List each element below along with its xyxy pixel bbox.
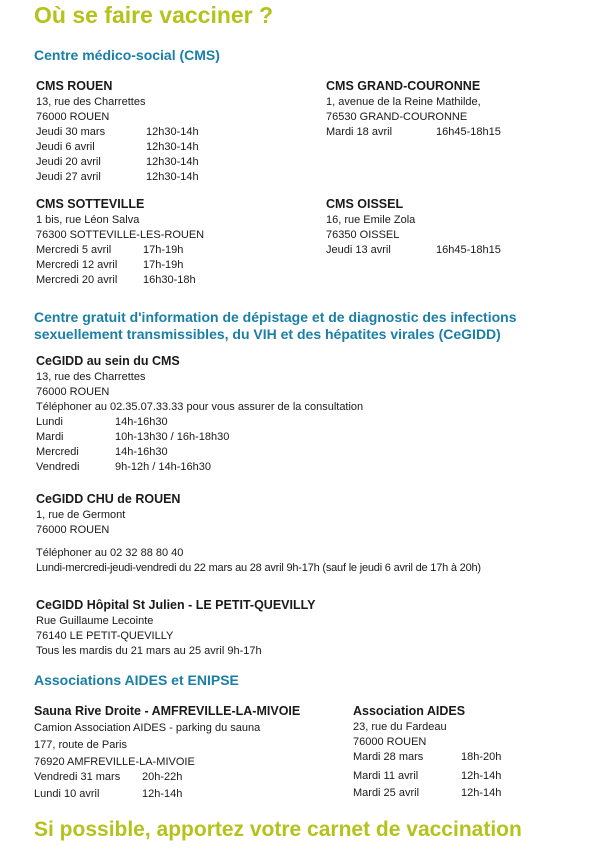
schedule-time: 12h30-14h — [146, 126, 199, 138]
page-title: Où se faire vacciner ? — [34, 2, 274, 28]
schedule-row — [36, 460, 363, 475]
schedule-day: Mercredi 12 avril — [36, 259, 118, 271]
address-line: 23, rue du Fardeau — [353, 721, 447, 733]
hours-text: Lundi-mercredi-jeudi-vendredi du 22 mars au 28 avril 9h-17h (sauf le jeudi 6 avril de 17h à 20h) — [36, 562, 481, 574]
schedule-time: 16h45-18h15 — [436, 244, 501, 256]
assoc-aides — [353, 703, 501, 801]
address-line: 1, rue de Germont — [36, 509, 126, 521]
schedule-day: Mardi 28 mars — [353, 751, 424, 763]
schedule-day: Mardi 11 avril — [353, 770, 419, 782]
address-line: 76350 OISSEL — [326, 229, 400, 241]
address-line: 76530 GRAND-COURONNE — [326, 111, 468, 123]
cegidd-chu-name: CeGIDD CHU de ROUEN — [36, 492, 181, 506]
address-line: 1, avenue de la Reine Mathilde, — [326, 96, 481, 108]
cms-oissel-name: CMS OISSEL — [326, 197, 404, 211]
schedule-row — [36, 140, 199, 155]
phone-text: Téléphoner au 02 32 88 80 40 — [36, 547, 184, 559]
schedule-time: 10h-13h30 / 16h-18h30 — [115, 431, 230, 443]
schedule-row — [353, 769, 501, 784]
schedule-day: Mercredi 20 avril — [36, 274, 118, 286]
phone-text: Téléphoner au 02.35.07.33.33 pour vous assurer de la consultation — [36, 401, 364, 413]
assoc-sauna — [34, 703, 300, 802]
schedule-time: 12h30-14h — [146, 156, 199, 168]
schedule-row — [326, 125, 501, 140]
schedule-time: 17h-19h — [143, 244, 184, 256]
schedule-time: 12h-14h — [461, 770, 502, 782]
cms-grand-couronne-name: CMS GRAND-COURONNE — [326, 79, 481, 93]
schedule-time: 12h30-14h — [146, 171, 199, 183]
schedule-time: 12h30-14h — [146, 141, 199, 153]
cegidd-heading-line: sexuellement transmissibles, du VIH et des hépatites virales (CeGIDD) — [34, 326, 501, 342]
schedule-row — [36, 445, 363, 460]
address-line: 13, rue des Charrettes — [36, 96, 146, 108]
schedule-row — [36, 170, 199, 185]
schedule-row — [36, 273, 204, 288]
schedule-row — [36, 125, 199, 140]
cms-sotteville — [36, 196, 204, 288]
schedule-day: Lundi 10 avril — [34, 788, 100, 800]
address-line: 13, rue des Charrettes — [36, 371, 146, 383]
schedule-time: 16h30-18h — [143, 274, 196, 286]
schedule-day: Jeudi 20 avril — [36, 156, 101, 168]
schedule-day: Mercredi 5 avril — [36, 244, 112, 256]
schedule-day: Jeudi 30 mars — [36, 126, 106, 138]
cms-heading: Centre médico-social (CMS) — [34, 47, 220, 63]
cegidd-julien — [36, 597, 315, 659]
cegidd-heading-line: Centre gratuit d'information de dépistage et de diagnostic des infections — [34, 309, 517, 325]
cms-sotteville-name: CMS SOTTEVILLE — [36, 197, 145, 211]
cegidd-julien-name: CeGIDD Hôpital St Julien - LE PETIT-QUEVILLY — [36, 598, 316, 612]
schedule-time: 12h-14h — [461, 787, 502, 799]
cms-rouen-name: CMS ROUEN — [36, 79, 113, 93]
schedule-day: Mardi — [36, 431, 64, 443]
schedule-day: Vendredi 31 mars — [34, 771, 121, 783]
schedule-time: 14h-16h30 — [115, 446, 168, 458]
cegidd-heading — [34, 309, 517, 343]
cms-oissel — [326, 196, 501, 258]
schedule-row — [36, 415, 363, 430]
address-line: 76920 AMFREVILLE-LA-MIVOIE — [34, 756, 195, 768]
schedule-time: 12h-14h — [142, 788, 183, 800]
cms-grand-couronne — [326, 78, 501, 140]
address-line: 1 bis, rue Léon Salva — [36, 214, 140, 226]
hours-text: Tous les mardis du 21 mars au 25 avril 9h-17h — [36, 645, 262, 657]
cms-rouen — [36, 78, 199, 185]
cegidd-cms — [36, 353, 363, 475]
assoc-aides-name: Association AIDES — [353, 704, 466, 718]
schedule-time: 9h-12h / 14h-16h30 — [115, 461, 212, 473]
address-line: 16, rue Emile Zola — [326, 214, 416, 226]
schedule-day: Lundi — [36, 416, 63, 428]
assoc-heading: Associations AIDES et ENIPSE — [34, 672, 239, 688]
schedule-day: Jeudi 6 avril — [36, 141, 95, 153]
cegidd-cms-name: CeGIDD au sein du CMS — [36, 354, 180, 368]
schedule-row — [36, 430, 363, 445]
schedule-time: 20h-22h — [142, 771, 183, 783]
schedule-day: Mardi 18 avril — [326, 126, 393, 138]
schedule-day: Mercredi — [36, 446, 79, 458]
schedule-day: Mardi 25 avril — [353, 787, 420, 799]
schedule-row — [36, 155, 199, 170]
address-line: 76000 ROUEN — [36, 111, 110, 123]
schedule-row — [36, 258, 204, 273]
assoc-sauna-name: Sauna Rive Droite - AMFREVILLE-LA-MIVOIE — [34, 704, 301, 718]
cegidd-chu — [36, 491, 481, 576]
schedule-day: Jeudi 13 avril — [326, 244, 391, 256]
schedule-row — [326, 243, 501, 258]
schedule-row — [353, 750, 501, 765]
address-line: 76000 ROUEN — [36, 524, 110, 536]
address-line: 76000 ROUEN — [36, 386, 110, 398]
address-line: 76140 LE PETIT-QUEVILLY — [36, 630, 174, 642]
schedule-row — [34, 770, 300, 785]
schedule-row — [353, 786, 501, 801]
schedule-time: 17h-19h — [143, 259, 184, 271]
schedule-time: 18h-20h — [461, 751, 502, 763]
schedule-row — [36, 243, 204, 258]
address-line: Camion Association AIDES - parking du sauna — [34, 722, 261, 734]
address-line: 177, route de Paris — [34, 739, 127, 751]
address-line: 76300 SOTTEVILLE-LES-ROUEN — [36, 229, 205, 241]
schedule-day: Jeudi 27 avril — [36, 171, 101, 183]
schedule-day: Vendredi — [36, 461, 80, 473]
schedule-time: 16h45-18h15 — [436, 126, 501, 138]
footer-note: Si possible, apportez votre carnet de vaccination — [34, 818, 522, 841]
schedule-time: 14h-16h30 — [115, 416, 168, 428]
schedule-row — [34, 787, 300, 802]
address-line: 76000 ROUEN — [353, 736, 427, 748]
address-line: Rue Guillaume Lecointe — [36, 615, 154, 627]
